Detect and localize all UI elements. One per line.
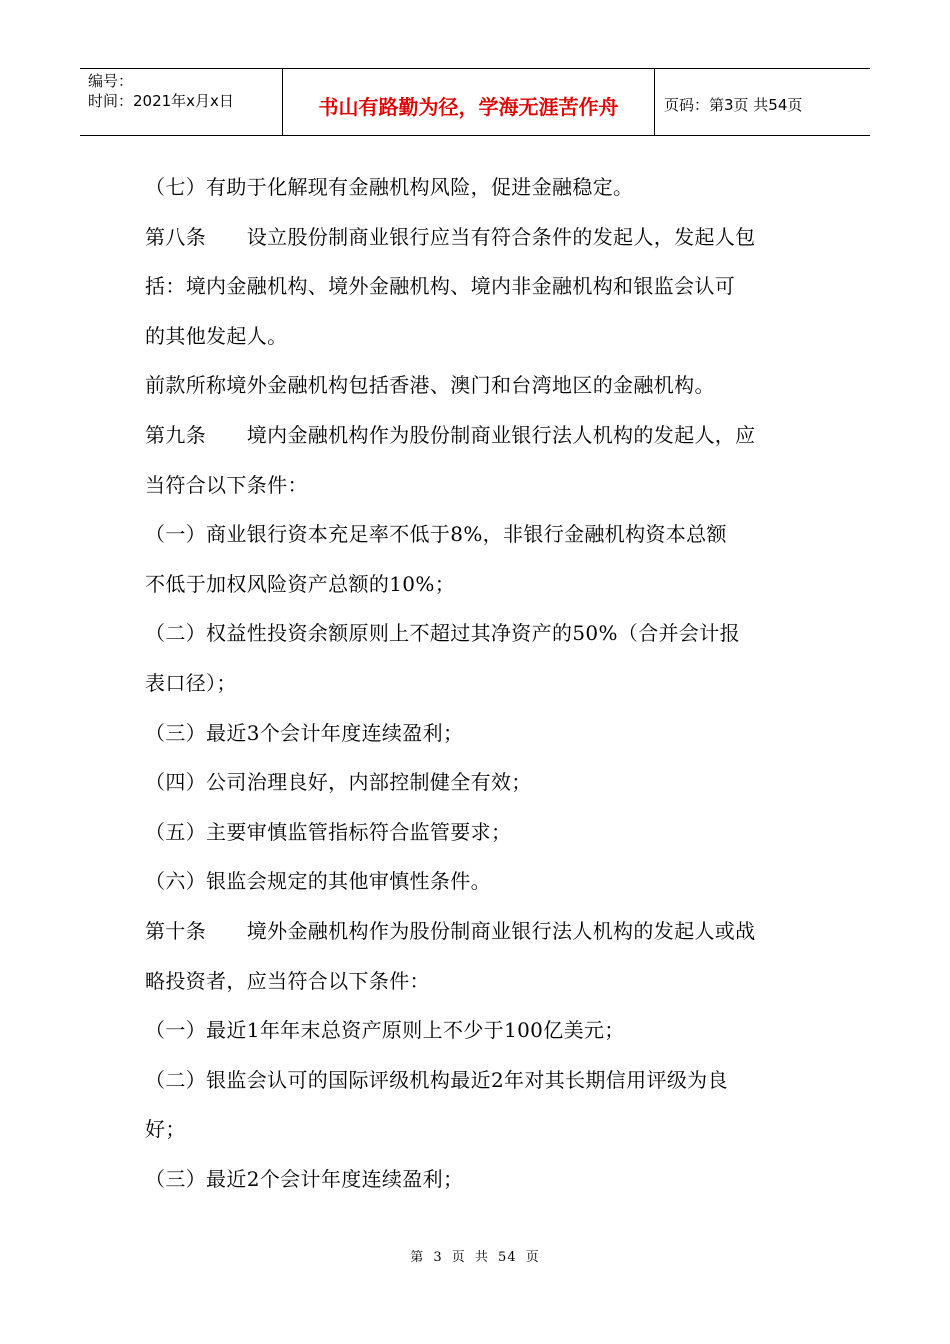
text-line: （三）最近3个会计年度连续盈利； xyxy=(145,720,464,745)
text-line: （六）银监会规定的其他审慎性条件。 xyxy=(145,869,491,894)
text-line: 的其他发起人。 xyxy=(145,323,288,348)
text-line: 表口径）； xyxy=(145,670,237,695)
text-line: （四）公司治理良好，内部控制健全有效； xyxy=(145,770,532,795)
page-footer: 第 3 页 共 54 页 xyxy=(410,1250,540,1265)
text-line: （二）银监会认可的国际评级机构最近2年对其长期信用评级为良 xyxy=(145,1067,728,1092)
text-line: （五）主要审慎监管指标符合监管要求； xyxy=(145,819,512,844)
text-line: 第八条 设立股份制商业银行应当有符合条件的发起人，发起人包 xyxy=(145,224,756,249)
header-motto: 书山有路勤为径，学海无涯苦作舟 xyxy=(283,69,655,135)
text-line: （一）商业银行资本充足率不低于8%，非银行金融机构资本总额 xyxy=(145,522,727,547)
text-line: 不低于加权风险资产总额的10%； xyxy=(145,571,456,596)
text-line: （一）最近1年年末总资产原则上不少于100亿美元； xyxy=(145,1018,625,1043)
document-number-label: 编号： xyxy=(88,72,134,90)
text-line: （七）有助于化解现有金融机构风险，促进金融稳定。 xyxy=(145,175,634,199)
text-line: 括：境内金融机构、境外金融机构、境内非金融机构和银监会认可 xyxy=(145,274,736,299)
text-line: 第十条 境外金融机构作为股份制商业银行法人机构的发起人或战 xyxy=(145,918,756,943)
text-line: （三）最近2个会计年度连续盈利； xyxy=(145,1166,464,1191)
document-body xyxy=(145,163,815,1204)
header-page-info: 页码：第3页 共54页 xyxy=(664,95,803,114)
text-line: 略投资者，应当符合以下条件： xyxy=(145,968,430,993)
document-time-label: 时间：2021年x月x日 xyxy=(88,92,234,110)
text-line: 前款所称境外金融机构包括香港、澳门和台湾地区的金融机构。 xyxy=(145,373,715,398)
text-line: 好； xyxy=(145,1117,186,1142)
text-line: 当符合以下条件： xyxy=(145,472,308,497)
header-meta xyxy=(80,69,283,135)
text-line: 第九条 境内金融机构作为股份制商业银行法人机构的发起人，应 xyxy=(145,422,756,447)
text-line: （二）权益性投资余额原则上不超过其净资产的50%（合并会计报 xyxy=(145,621,740,646)
page-header xyxy=(80,68,870,136)
